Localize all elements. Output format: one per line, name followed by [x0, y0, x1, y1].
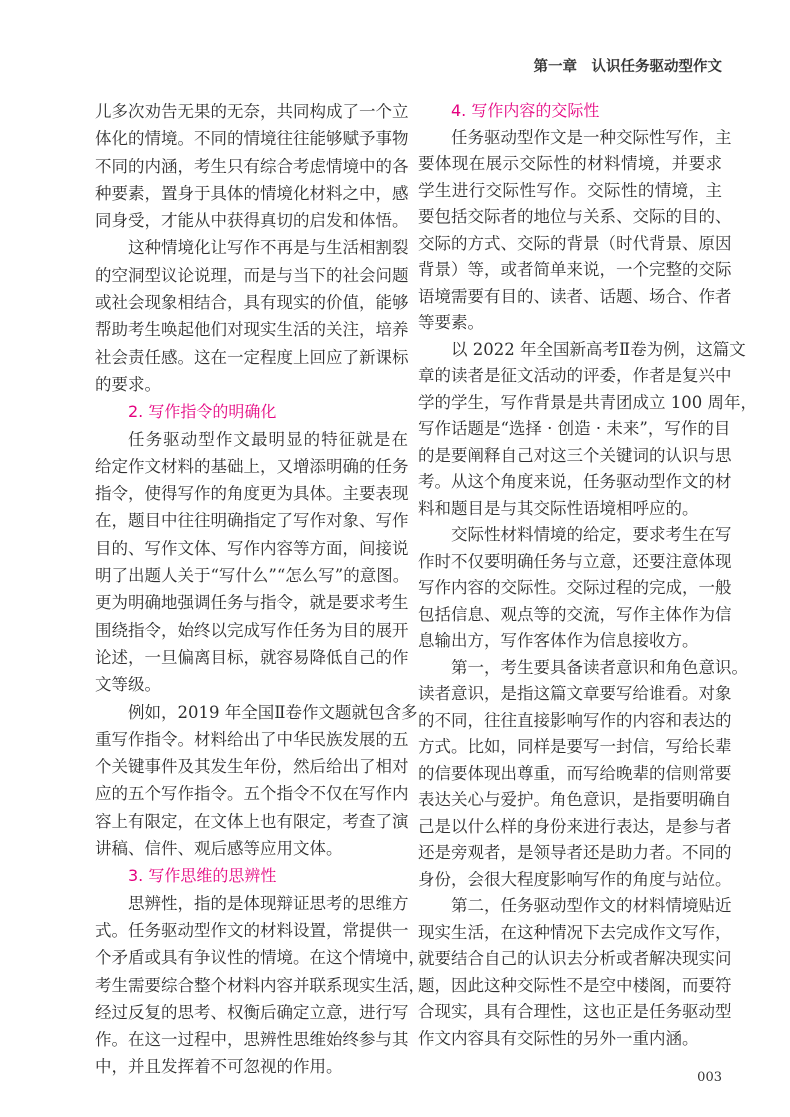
text-line: 写作内容的交际性。交际过程的完成，一般: [418, 578, 732, 597]
text-line: 方式。比如，同样是要写一封信，写给长辈: [418, 737, 732, 756]
text-line: 作时不仅要明确任务与立意，还要注意体现: [418, 551, 732, 571]
text-line: 己是以什么样的身份来进行表达，是参与者: [418, 816, 732, 836]
text-line: 在，题目中往往明确指定了写作对象、写作: [95, 511, 409, 531]
text-line: 第二，任务驱动型作文的材料情境贴近: [451, 896, 732, 915]
text-line: 的信要体现出尊重，而写给晚辈的信则常要: [418, 763, 732, 783]
text-line: 个关键事件及其发生年份，然后给出了相对: [95, 757, 409, 777]
paragraph: [95, 234, 408, 398]
text-line: 或社会现象相结合，具有现实的价值，能够: [95, 293, 409, 313]
text-line: 帮助考生唤起他们对现实生活的关注，培养: [95, 320, 409, 340]
text-line: 身份，会很大程度影响写作的角度与站位。: [418, 869, 732, 889]
text-line: 息输出方，写作客体作为信息接收方。: [418, 631, 699, 650]
text-line: 给定作文材料的基础上，又增添明确的任务: [95, 456, 409, 476]
text-line: 作文内容具有交际性的另外一重内涵。: [418, 1028, 699, 1048]
text-line: 式。任务驱动型作文的材料设置，常提供一: [95, 920, 409, 940]
text-line: 作。在这一过程中，思辨性思维始终参与其: [95, 1030, 409, 1050]
section-heading: 4. 写作内容的交际性: [451, 101, 600, 120]
text-line: 更为明确地强调任务与指令，就是要求考生: [95, 593, 409, 613]
text-line: 考生需要综合整个材料内容并联系现实生活，: [95, 975, 425, 995]
section-heading: 3. 写作思维的思辨性: [128, 866, 277, 886]
page-number: 003: [697, 1070, 722, 1085]
text-line: 论述，一旦偏离目标，就容易降低自己的作: [95, 647, 409, 667]
paragraph: [95, 98, 408, 234]
text-line: 个矛盾或具有争议性的情境。在这个情境中，: [95, 948, 425, 968]
paragraph: [95, 426, 408, 699]
text-line: 容上有限定，在文体上也有限定，考查了演: [95, 811, 409, 831]
text-line: 明了出题人关于“写什么”“怎么写”的意图。: [95, 566, 410, 586]
text-line: 思辨性，指的是体现辩证思考的思维方: [128, 893, 409, 913]
text-line: 讲稿、信件、观后感等应用文体。: [95, 839, 343, 859]
paragraph: [418, 337, 757, 523]
text-line: 题，因此这种交际性不是空中楼阁，而要符: [418, 975, 732, 995]
text-line: 社会责任感。这在一定程度上回应了新课标: [95, 347, 409, 367]
text-line: 学生进行交际性写作。交际性的情境，主: [418, 180, 722, 200]
text-line: 料和题目是与其交际性语境相呼应的。: [418, 498, 699, 518]
text-line: 读者意识，是指这篇文章要写给谁看。对象: [418, 684, 732, 703]
left-text-column: [95, 98, 425, 1081]
text-line: 交际性材料情境的给定，要求考生在写: [451, 525, 732, 544]
text-line: 的是要阐释自己对这三个关键词的认识与思: [418, 445, 732, 465]
text-line: 的空洞型议论说理，而是与当下的社会问题: [95, 265, 409, 285]
text-line: 任务驱动型作文最明显的特征就是在: [128, 429, 408, 449]
paragraph: [418, 522, 732, 655]
text-line: 不同的内涵，考生只有综合考虑情境中的各: [95, 156, 409, 176]
right-text-column: [418, 98, 757, 1052]
text-line: 背景）等，或者简单来说，一个完整的交际: [418, 260, 732, 279]
paragraph: [418, 893, 732, 1052]
text-line: 同身受，才能从中获得真切的启发和体悟。: [95, 211, 409, 231]
text-line: 交际的方式、交际的背景（时代背景、原因: [418, 233, 732, 253]
section-heading: 2. 写作指令的明确化: [128, 402, 277, 422]
text-line: 合现实，具有合理性，这也正是任务驱动型: [418, 1002, 732, 1021]
text-line: 现实生活，在这种情况下去完成作文写作，: [418, 922, 732, 942]
text-line: 例如，2019 年全国Ⅱ卷作文题就包含多: [128, 702, 418, 722]
text-line: 学的学生，写作背景是共青团成立 100 周年，: [418, 392, 757, 412]
text-line: 等要素。: [418, 313, 484, 332]
text-line: 考。从这个角度来说，任务驱动型作文的材: [418, 472, 732, 491]
text-line: 以 2022 年全国新高考Ⅱ卷为例，这篇文: [451, 339, 746, 359]
text-line: 的不同，往往直接影响写作的内容和表达的: [418, 710, 732, 730]
text-line: 目的、写作文体、写作内容等方面，间接说: [95, 538, 409, 558]
text-line: 就要结合自己的认识去分析或者解决现实问: [418, 949, 732, 968]
text-line: 重写作指令。材料给出了中华民族发展的五: [95, 729, 409, 749]
text-line: 应的五个写作指令。五个指令不仅在写作内: [95, 784, 409, 804]
text-line: 表达关心与爱护。角色意识，是指要明确自: [418, 790, 732, 809]
text-line: 要包括交际者的地位与关系、交际的目的、: [418, 207, 732, 226]
text-line: 语境需要有目的、读者、话题、场合、作者: [418, 286, 732, 306]
text-line: 儿多次劝告无果的无奈，共同构成了一个立: [95, 102, 409, 121]
text-line: 写作话题是“选择 · 创造 · 未来”，写作的目: [418, 419, 731, 438]
text-line: 的要求。: [95, 374, 161, 394]
text-line: 还是旁观者，是领导者还是助力者。不同的: [418, 843, 732, 862]
paragraph: [95, 699, 418, 863]
text-line: 文等级。: [95, 675, 161, 695]
text-line: 任务驱动型作文是一种交际性写作，主: [451, 127, 732, 147]
paragraph: [418, 125, 732, 337]
text-line: 中，并且发挥着不可忽视的作用。: [95, 1057, 343, 1077]
text-line: 经过反复的思考、权衡后确定立意，进行写: [95, 1002, 409, 1022]
text-line: 要体现在展示交际性的材料情境，并要求: [418, 154, 722, 173]
text-line: 种要素，置身于具体的情境化材料之中，感: [95, 183, 409, 203]
text-line: 章的读者是征文活动的评委，作者是复兴中: [418, 366, 732, 385]
paragraph: [418, 655, 748, 894]
text-line: 指令，使得写作的角度更为具体。主要表现: [95, 484, 409, 504]
paragraph: [95, 890, 425, 1081]
text-line: 这种情境化让写作不再是与生活相割裂: [128, 238, 409, 258]
text-line: 围绕指令，始终以完成写作任务为目的展开: [95, 620, 409, 640]
text-line: 第一，考生要具备读者意识和角色意识。: [451, 657, 748, 677]
text-line: 体化的情境。不同的情境往往能够赋予事物: [95, 129, 409, 149]
running-header-chapter-title: 第一章 认识任务驱动型作文: [533, 59, 722, 75]
text-line: 包括信息、观点等的交流，写作主体作为信: [418, 604, 732, 624]
